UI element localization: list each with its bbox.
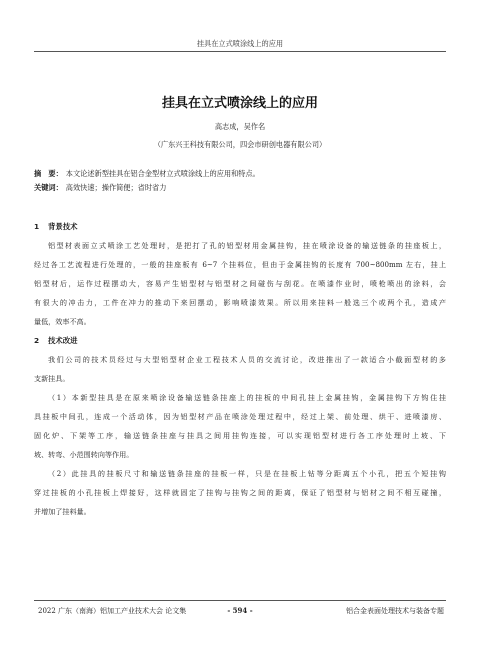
author-list: 高志成，吴作名 [214, 122, 266, 131]
paragraph [34, 464, 446, 521]
text-line: （1）本新型挂具是在原来喷涂设备输送链条挂座上的挂板的中间孔挂上金属挂钩，金属挂钩下方钩住挂 [48, 393, 446, 402]
footer-topic: 铝合金表面处理技术与装备专题 [346, 607, 444, 615]
paragraph [34, 388, 446, 464]
text-line: 并增加了挂料量。 [34, 507, 91, 516]
article-title: 挂具在立式喷涂线上的应用 [161, 96, 318, 111]
text-line: 经过各工艺流程进行处理的，一般的挂座板有 6~7 个挂料位，但由于金属挂钩的长度有 700~800mm 左右，挂上 [34, 260, 446, 269]
section-number: 1 [34, 222, 40, 231]
text-line: 有很大的冲击力，工件在冲力的推动下来回摆动，影响喷漆效果。所以用来挂料一般选三个或两个孔，造成产 [34, 298, 446, 307]
footer-proceedings: 2022 广东（南海）铝加工产业技术大会 论文集 [38, 607, 187, 615]
text-line: 量低，效率不高。 [34, 317, 91, 326]
section-number: 2 [34, 336, 40, 345]
section-title: 背景技术 [48, 222, 78, 231]
section-heading [34, 221, 78, 232]
text-line: 铝型材后，运作过程摆动大，容易产生铝型材与铝型材之间碰伤与刮花。在喷漆作业时，喷枪喷出的涂料，会 [34, 279, 446, 288]
footer-rule [34, 600, 446, 601]
section-title: 技术改进 [48, 336, 78, 345]
page-number: - 594 - [227, 606, 253, 615]
text-line: 支新挂具。 [34, 374, 70, 383]
header-rule [34, 51, 446, 52]
running-header: 挂具在立式喷涂线上的应用 [196, 39, 284, 48]
keywords [34, 183, 166, 193]
section-heading [34, 335, 78, 346]
paragraph [34, 236, 446, 331]
abstract-text: 本文论述新型挂具在铝合金型材立式喷涂线上的应用和特点。 [65, 169, 260, 178]
text-line: 穿过挂板的小孔挂板上焊接好，这样就固定了挂钩与挂钩之间的距离，保证了铝型材与铝材之间不相互碰撞， [34, 488, 446, 497]
text-line: 我们公司的技术员经过与大型铝型材企业工程技术人员的交流讨论，改进推出了一款适合小截面型材的多 [48, 355, 446, 364]
author-affiliation: （广东兴王科技有限公司，四会市研创电器有限公司） [153, 140, 327, 149]
text-line: 铝型材表面立式喷涂工艺处理时，是把打了孔的铝型材用金属挂钩，挂在喷涂设备的输送链条的挂座板上， [48, 241, 446, 250]
abstract [34, 169, 260, 179]
keywords-text: 高效快速；操作简便；省时省力 [65, 183, 167, 192]
text-line: 坡、转弯、小范围转向等作用。 [34, 450, 134, 459]
paragraph [34, 350, 446, 388]
keywords-label: 关键词： [34, 183, 63, 192]
abstract-label: 摘 要： [34, 169, 63, 178]
text-line: 固化炉、下架等工序，输送链条挂座与挂具之间用挂钩连接，可以实现铝型材进行各工序处理时上坡、下 [34, 431, 446, 440]
text-line: 具挂板中间孔，连成一个活动体，因为铝型材产品在喷涂处理过程中，经过上架、前处理、烘干、进喷漆房、 [34, 412, 446, 421]
text-line: （2）此挂具的挂板尺寸和输送链条挂座的挂板一样，只是在挂板上钻等分距离五个小孔，把五个短挂钩 [48, 469, 446, 478]
